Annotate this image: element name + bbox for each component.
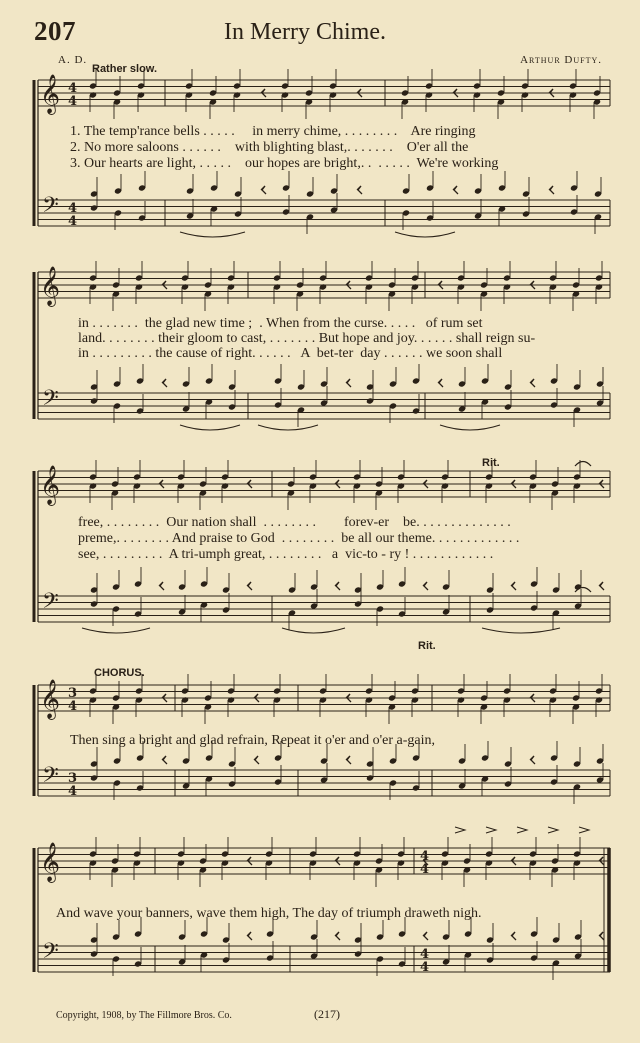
- verse-3-line-3: see, . . . . . . . . . A tri-umph great, . . . . . . . . a vic-to - ry ! . . . . . . . . . . . .: [78, 547, 494, 562]
- accent-mark-icon: [517, 827, 527, 833]
- bass-clef-icon: 𝄢: [42, 386, 59, 416]
- time-signature-bottom: 4: [68, 214, 78, 229]
- chorus-line-2: And wave your banners, wave them high, The day of triumph draweth nigh.: [56, 906, 482, 921]
- ritardando-marking-bass: Rit.: [418, 640, 436, 652]
- rest-symbol: [423, 582, 428, 590]
- rest-symbol: [162, 756, 167, 764]
- rest-symbol: [261, 186, 266, 194]
- treble-clef-icon: 𝄞: [40, 74, 61, 114]
- page-number: (217): [314, 1007, 340, 1021]
- tie-curve: [180, 425, 240, 430]
- rest-symbol: [530, 379, 535, 387]
- time-signature-top: 4: [68, 201, 78, 216]
- time-signature-top: 3: [68, 686, 78, 701]
- time-signature-top: 4: [420, 947, 430, 962]
- bass-clef-icon: 𝄢: [42, 763, 59, 793]
- treble-clef-icon: 𝄞: [40, 465, 61, 505]
- tie-curve: [258, 425, 318, 430]
- treble-clef-icon: 𝄞: [40, 266, 61, 306]
- composer-credit: Arthur Dufty.: [520, 54, 602, 66]
- bass-clef-icon: 𝄢: [42, 939, 59, 969]
- rest-symbol: [549, 186, 554, 194]
- verse-2-line-3: preme,. . . . . . . . And praise to God . . . . . . . . be all our theme. . . . . . . . . . . . .: [78, 531, 520, 546]
- rest-symbol: [346, 756, 351, 764]
- rest-symbol: [159, 582, 164, 590]
- verse-2-line-2: land. . . . . . . . their gloom to cast, . . . . . . . But hope and joy. . . . . . shall reign su-: [78, 331, 536, 346]
- fermata-icon: [575, 462, 591, 467]
- chorus-line-1: Then sing a bright and glad refrain, Repeat it o'er and o'er a-gain,: [70, 733, 436, 748]
- rest-symbol: [511, 932, 516, 940]
- rest-symbol: [599, 582, 604, 590]
- tie-curve: [282, 628, 345, 633]
- rest-symbol: [335, 582, 340, 590]
- ritardando-marking-treble: Rit.: [482, 457, 500, 469]
- verse-2-line-1: 2. No more saloons . . . . . . with blighting blast,. . . . . . . O'er all the: [70, 140, 469, 155]
- verse-1-line-2: in . . . . . . . the glad new time ; . When from the curse. . . . . of rum set: [78, 316, 483, 331]
- verse-3-line-1: 3. Our hearts are light, . . . . . our hopes are bright,. . . . . . . We're working: [70, 156, 499, 171]
- bass-clef-icon: 𝄢: [42, 589, 59, 619]
- hymn-number: 207: [34, 16, 76, 46]
- tie-curve: [82, 628, 150, 633]
- verse-3-line-2: in . . . . . . . . . the cause of right. . . . . . A bet-ter day . . . . . . we soon shall: [78, 346, 503, 361]
- verse-1-line-3: free, . . . . . . . . Our nation shall . . . . . . . . forev-er be. . . . . . . . . . . . . .: [78, 515, 511, 530]
- rest-symbol: [511, 582, 516, 590]
- copyright-notice: Copyright, 1908, by The Fillmore Bros. Co.: [56, 1010, 232, 1021]
- accent-mark-icon: [486, 827, 496, 833]
- rest-symbol: [162, 379, 167, 387]
- tempo-marking: Rather slow.: [92, 63, 157, 75]
- accent-mark-icon: [579, 827, 589, 833]
- treble-clef-icon: 𝄞: [40, 842, 61, 882]
- time-signature-top: 4: [420, 849, 430, 864]
- time-signature-bottom: 4: [68, 699, 78, 714]
- time-signature-top: 4: [68, 81, 78, 96]
- rest-symbol: [247, 932, 252, 940]
- time-signature-bottom: 4: [420, 960, 430, 975]
- accent-mark-icon: [455, 827, 465, 833]
- tie-curve: [395, 232, 455, 237]
- rest-symbol: [438, 379, 443, 387]
- lyricist-credit: A. D.: [58, 54, 88, 66]
- verse-1-line-1: 1. The temp'rance bells . . . . . in merry chime, . . . . . . . . Are ringing: [70, 124, 476, 139]
- tie-curve: [440, 425, 500, 430]
- rest-symbol: [530, 756, 535, 764]
- accent-mark-icon: [548, 827, 558, 833]
- rest-symbol: [453, 186, 458, 194]
- time-signature-bottom: 4: [420, 862, 430, 877]
- rest-symbol: [357, 186, 362, 194]
- rest-symbol: [423, 932, 428, 940]
- time-signature-bottom: 4: [68, 784, 78, 799]
- time-signature-top: 3: [68, 771, 78, 786]
- rest-symbol: [247, 582, 252, 590]
- rest-symbol: [346, 379, 351, 387]
- chorus-marking: CHORUS.: [94, 667, 145, 679]
- rest-symbol: [254, 756, 259, 764]
- tie-curve: [180, 232, 245, 237]
- bass-clef-icon: 𝄢: [42, 193, 59, 223]
- hymn-title: In Merry Chime.: [224, 19, 386, 45]
- rest-symbol: [599, 932, 604, 940]
- time-signature-bottom: 4: [68, 94, 78, 109]
- treble-clef-icon: 𝄞: [40, 679, 61, 719]
- tie-curve: [482, 628, 560, 633]
- rest-symbol: [335, 932, 340, 940]
